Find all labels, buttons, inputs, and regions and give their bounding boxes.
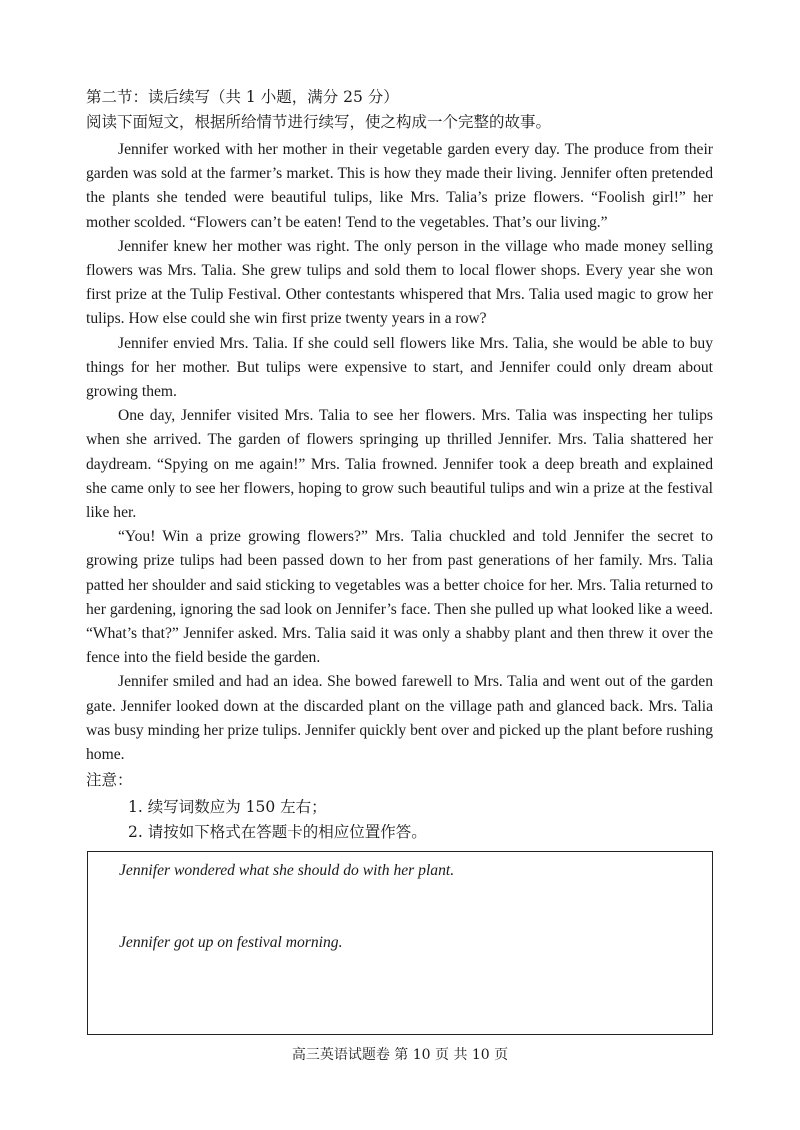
- instruction-text: 阅读下面短文，根据所给情节进行续写，使之构成一个完整的故事。: [86, 113, 552, 131]
- page-footer: 高三英语试题卷 第 10 页 共 10 页: [291, 1047, 509, 1063]
- story-paragraph: Jennifer worked with her mother in their vegetable garden every day. The produce from their garden was sold at the farmer’s market. This is how they made their living. Jennifer often pretended the plants she tended were beautiful tulips, like Mrs. Talia’s prize flowers. “Foolish girl!” her mother scolded. “Flowers can’t be eaten! Tend to the vegetables. That’s our living.”: [86, 141, 713, 231]
- story-paragraph: “You! Win a prize growing flowers?” Mrs. Talia chuckled and told Jennifer the secret to growing prize tulips had been passed down to her from past generations of her family. Mrs. Talia patted her shoulder and said sticking to vegetables was a better choice for her. Mrs. Talia returned to her gardening, ignoring the sad look on Jennifer’s face. Then she pulled up what looked like a weed. “What’s that?” Jennifer asked. Mrs. Talia said it was only a shabby plant and then threw it over the fence into the field beside the garden.: [86, 528, 713, 667]
- story-paragraph: Jennifer envied Mrs. Talia. If she could sell flowers like Mrs. Talia, she would be able to buy things for her mother. But tulips were expensive to start, and Jennifer could only dream about growing them.: [86, 334, 713, 401]
- note-item-answer-format: 2. 请按如下格式在答题卡的相应位置作答。: [128, 823, 427, 841]
- story-paragraph: Jennifer knew her mother was right. The only person in the village who made money selling flowers was Mrs. Talia. She grew tulips and sold them to local flower shops. Every year she won first prize at the Tulip Festival. Other contestants whispered that Mrs. Talia used magic to grow her tulips. How else could she win first prize twenty years in a row?: [86, 237, 713, 328]
- story-paragraph: One day, Jennifer visited Mrs. Talia to see her flowers. Mrs. Talia was inspecting her tulips when she arrived. The garden of flowers springing up thrilled Jennifer. Mrs. Talia shattered her daydream. “Spying on me again!” Mrs. Talia frowned. Jennifer took a deep breath and explained she came only to see her flowers, hoping to grow such beautiful tulips and win a prize at the festival like her.: [86, 407, 713, 522]
- story-paragraph: Jennifer smiled and had an idea. She bowed farewell to Mrs. Talia and went out of the garden gate. Jennifer looked down at the discarded plant on the village path and glanced back. Mrs. Talia was busy minding her prize tulips. Jennifer quickly bent over and picked up the plant before rushing home.: [86, 673, 713, 764]
- answer-box: [87, 851, 713, 1035]
- story-passage: [86, 138, 713, 767]
- continuation-prompt-2: Jennifer got up on festival morning.: [119, 934, 343, 951]
- continuation-prompt-1: Jennifer wondered what she should do with her plant.: [119, 862, 455, 879]
- notes-title: 注意：: [86, 771, 133, 789]
- note-item-word-count: 1. 续写词数应为 150 左右；: [128, 798, 327, 816]
- section-heading: 第二节：读后续写（共 1 小题，满分 25 分）: [86, 88, 399, 106]
